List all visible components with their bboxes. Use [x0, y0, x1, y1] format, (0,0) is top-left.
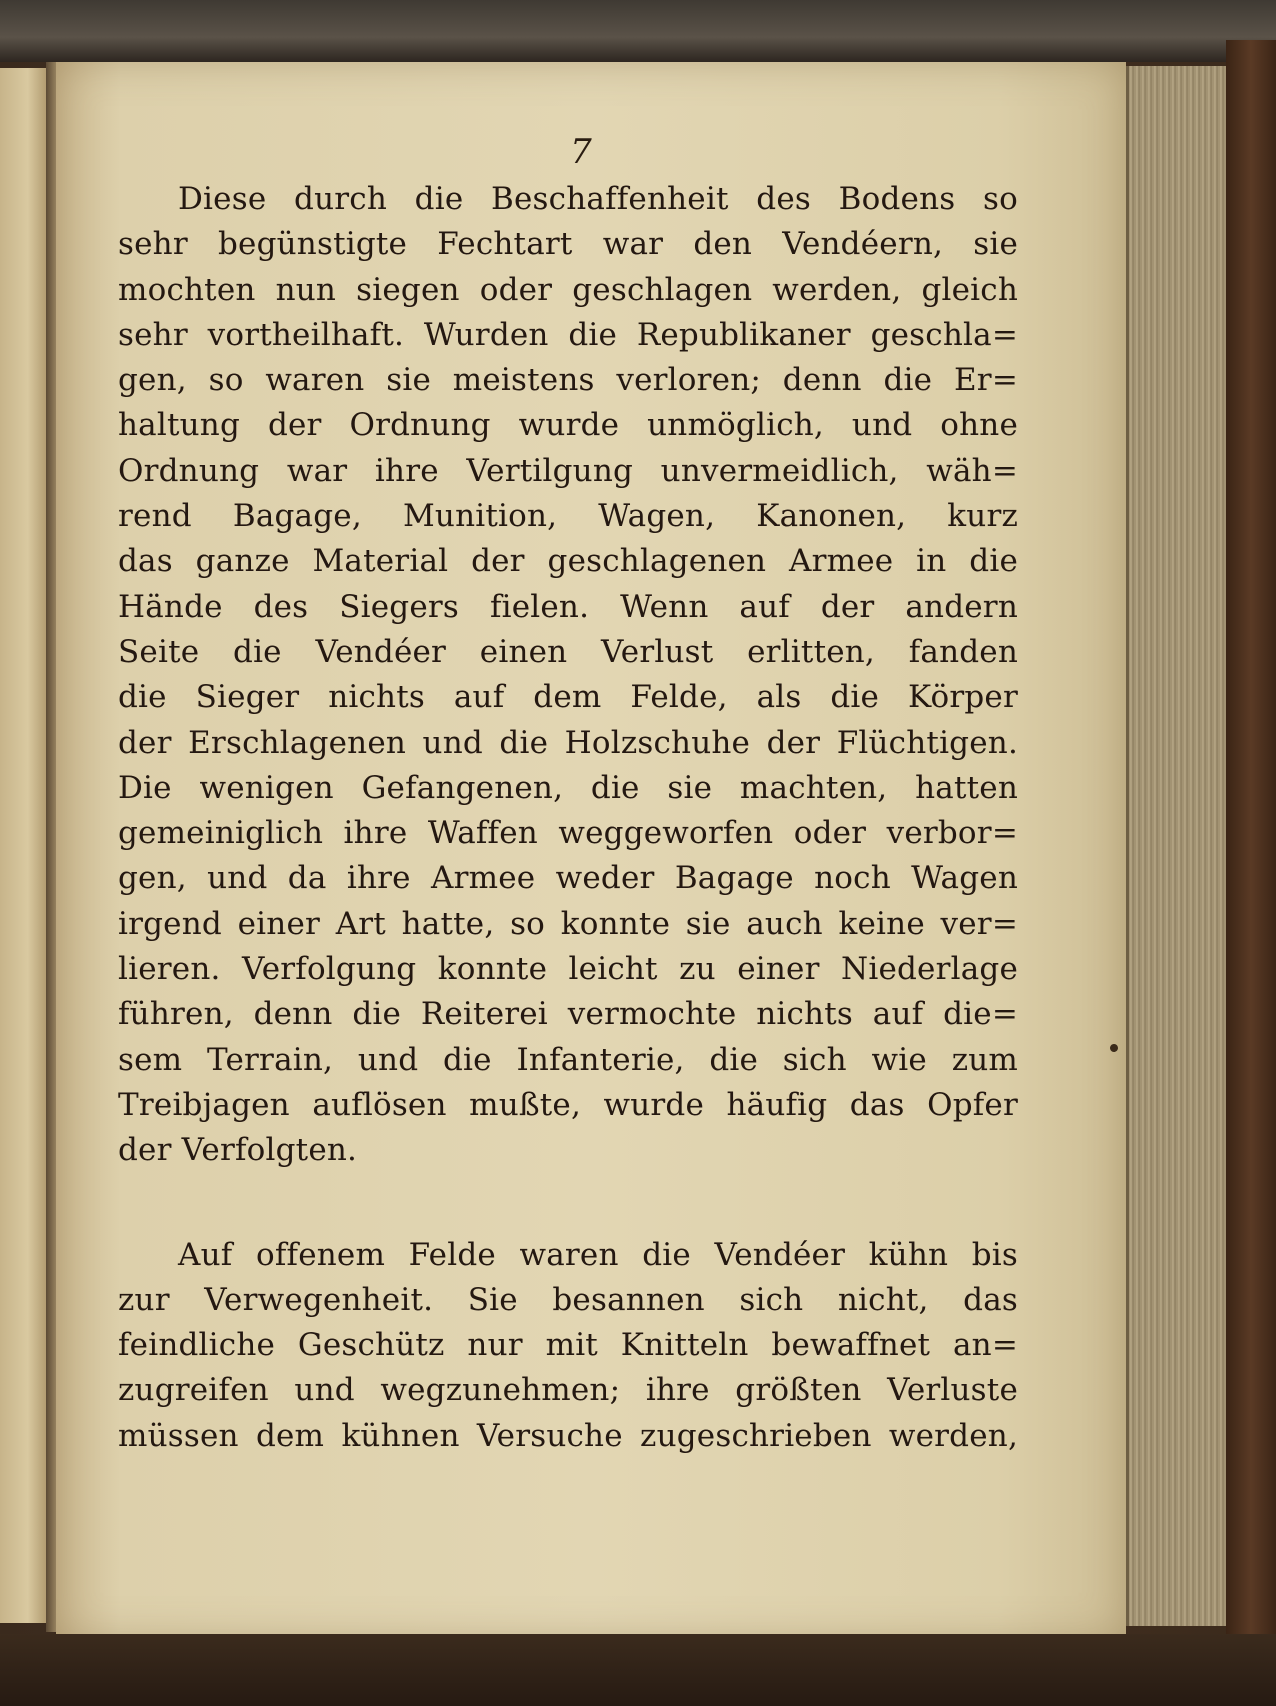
text-line: der Verfolgten. — [118, 1132, 358, 1169]
text-line: sem Terrain, und die Infanterie, die sich wie zum — [118, 1041, 1018, 1078]
page-number: 7 — [570, 132, 592, 172]
text-line: führen, denn die Reiterei vermochte nichts auf die= — [118, 996, 1018, 1033]
text-line: mochten nun siegen oder geschlagen werden, gleich — [118, 271, 1018, 308]
text-line: Die wenigen Gefangenen, die sie machten, hatten — [118, 769, 1018, 806]
text-line: irgend einer Art hatte, so konnte sie auch keine ver= — [118, 905, 1018, 942]
text-line: Seite die Vendéer einen Verlust erlitten, fanden — [118, 633, 1018, 670]
text-line: lieren. Verfolgung konnte leicht zu einer Niederlage — [118, 951, 1018, 988]
text-line: gemeiniglich ihre Waffen weggeworfen oder verbor= — [118, 815, 1018, 852]
book-page — [56, 62, 1126, 1640]
page-text — [118, 177, 1018, 1459]
text-line: Auf offenem Felde waren die Vendéer kühn bis — [178, 1236, 1018, 1273]
paragraph-spacer — [118, 1174, 1018, 1233]
text-line: zugreifen und wegzunehmen; ihre größten Verluste — [118, 1372, 1018, 1409]
text-line: Ordnung war ihre Vertilgung unvermeidlich, wäh= — [118, 452, 1018, 489]
text-line: sehr vortheilhaft. Wurden die Republikaner geschla= — [118, 316, 1018, 353]
text-line: müssen dem kühnen Versuche zugeschrieben werden, — [118, 1417, 1018, 1454]
book-cover-edge — [1226, 40, 1276, 1706]
text-line: gen, so waren sie meistens verloren; denn die Er= — [118, 362, 1018, 399]
text-line: die Sieger nichts auf dem Felde, als die Körper — [118, 679, 1018, 716]
ink-spot — [1109, 1043, 1120, 1054]
text-line: das ganze Material der geschlagenen Armee in die — [118, 543, 1018, 580]
text-line: Diese durch die Beschaffenheit des Bodens so — [178, 181, 1018, 217]
page-block-fore-edge — [1126, 66, 1229, 1626]
text-line: Treibjagen auflösen mußte, wurde häufig das Opfer — [118, 1086, 1018, 1123]
text-line: rend Bagage, Munition, Wagen, Kanonen, kurz — [118, 498, 1018, 535]
text-line: haltung der Ordnung wurde unmöglich, und ohne — [118, 407, 1018, 444]
paragraph-2 — [118, 1233, 1018, 1459]
left-page-edge — [0, 68, 48, 1623]
book-bottom-edge — [0, 1634, 1276, 1706]
text-line: zur Verwegenheit. Sie besannen sich nicht, das — [118, 1281, 1018, 1318]
text-line: gen, und da ihre Armee weder Bagage noch Wagen — [118, 860, 1018, 897]
text-line: Hände des Siegers fielen. Wenn auf der andern — [118, 588, 1018, 625]
book-top-edge — [0, 0, 1276, 62]
paragraph-1 — [118, 177, 1018, 1174]
text-line: der Erschlagenen und die Holzschuhe der Flüchtigen. — [118, 724, 1018, 761]
text-line: feindliche Geschütz nur mit Knitteln bewaffnet an= — [118, 1327, 1018, 1364]
text-line: sehr begünstigte Fechtart war den Vendéern, sie — [118, 226, 1018, 263]
